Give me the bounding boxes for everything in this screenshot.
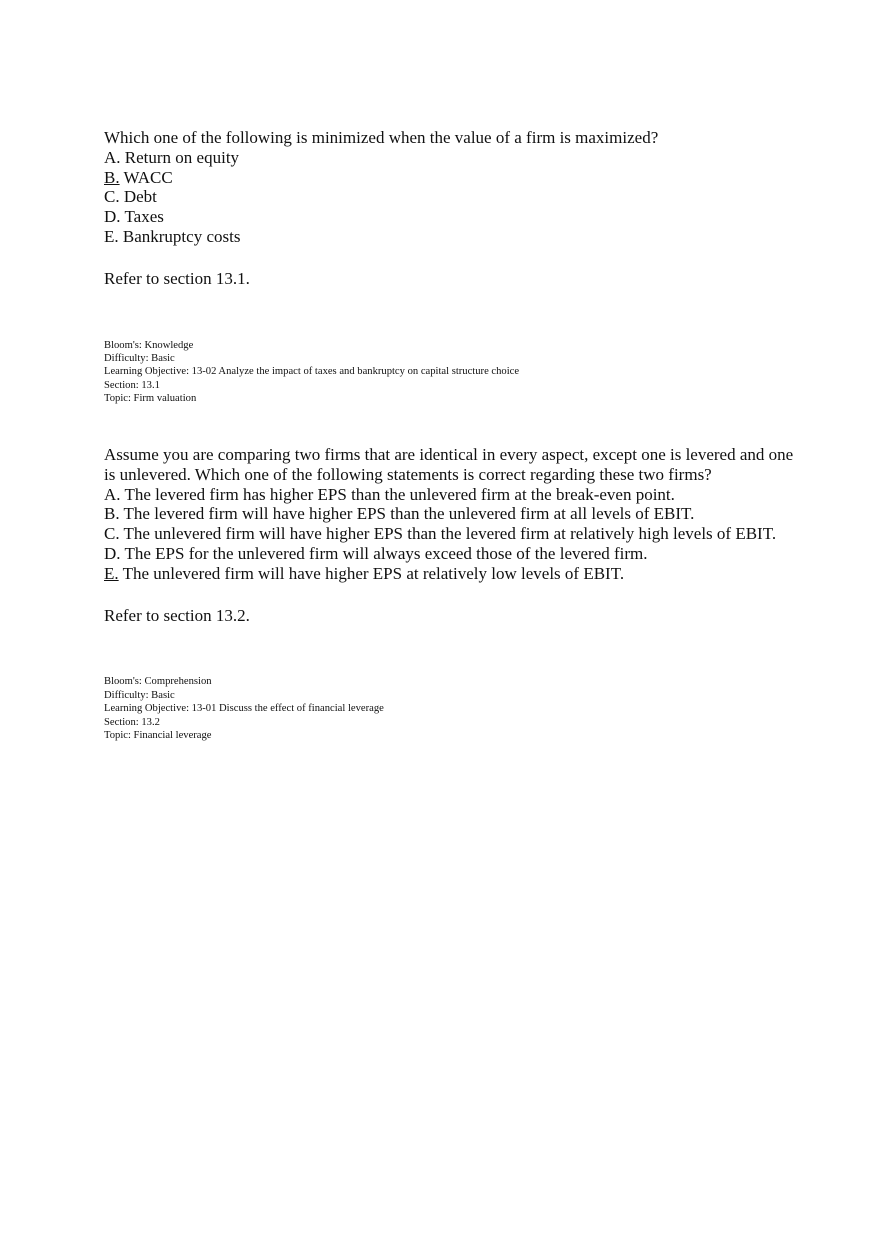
section-reference: Refer to section 13.1. <box>104 268 250 288</box>
meta-blooms: Bloom's: Comprehension <box>104 676 212 688</box>
option-letter: D. <box>104 543 121 563</box>
answer-option-c <box>104 524 804 544</box>
section-reference: Refer to section 13.2. <box>104 605 250 625</box>
question-2 <box>104 445 804 742</box>
meta-topic: Topic: Firm valuation <box>104 393 197 405</box>
answer-option-d <box>104 207 804 227</box>
option-text: Debt <box>119 187 157 207</box>
meta-learning-objective: Learning Objective: 13-02 Analyze the impact of taxes and bankruptcy on capital structure choice <box>104 366 520 378</box>
option-text: The EPS for the unlevered firm will always exceed those of the levered firm. <box>120 543 648 563</box>
option-letter: B. <box>104 504 120 524</box>
meta-topic: Topic: Financial leverage <box>104 730 212 741</box>
question-metadata <box>104 339 804 406</box>
answer-options <box>104 485 804 584</box>
option-text: The levered firm will have higher EPS than the unlevered firm at all levels of EBIT. <box>119 504 695 524</box>
question-stem: Which one of the following is minimized when the value of a firm is maximized? <box>104 128 659 147</box>
option-text: The unlevered firm will have higher EPS than the levered firm at relatively high levels of EBIT. <box>119 524 777 544</box>
option-text: Return on equity <box>120 147 240 167</box>
answer-option-a <box>104 485 804 505</box>
question-stem: Assume you are comparing two firms that are identical in every aspect, except one is levered and one is unlevered. Which one of the following statements is correct regarding these two firms? <box>104 445 794 484</box>
answer-option-e <box>104 227 804 247</box>
option-text: WACC <box>119 167 173 187</box>
answer-option-c <box>104 187 804 207</box>
option-text: Taxes <box>120 207 164 227</box>
option-letter-correct: E. <box>104 563 119 583</box>
option-letter: A. <box>104 147 121 167</box>
option-text: The levered firm has higher EPS than the unlevered firm at the break-even point. <box>120 484 675 504</box>
meta-difficulty: Difficulty: Basic <box>104 689 175 701</box>
option-letter-correct: B. <box>104 167 120 187</box>
answer-option-e <box>104 564 804 584</box>
option-text: Bankruptcy costs <box>118 226 241 246</box>
meta-section: Section: 13.1 <box>104 379 160 391</box>
option-letter: C. <box>104 524 120 544</box>
meta-learning-objective: Learning Objective: 13-01 Discuss the effect of financial leverage <box>104 703 384 715</box>
answer-option-b <box>104 168 804 188</box>
answer-options <box>104 148 804 247</box>
answer-option-d <box>104 544 804 564</box>
option-letter: C. <box>104 187 120 207</box>
question-metadata <box>104 675 804 742</box>
answer-option-b <box>104 504 804 524</box>
meta-difficulty: Difficulty: Basic <box>104 352 175 364</box>
option-text: The unlevered firm will have higher EPS at relatively low levels of EBIT. <box>118 563 625 583</box>
option-letter: D. <box>104 207 121 227</box>
meta-blooms: Bloom's: Knowledge <box>104 339 194 351</box>
option-letter: E. <box>104 226 119 246</box>
answer-option-a <box>104 148 804 168</box>
option-letter: A. <box>104 484 121 504</box>
meta-section: Section: 13.2 <box>104 716 160 728</box>
question-1 <box>104 128 804 406</box>
